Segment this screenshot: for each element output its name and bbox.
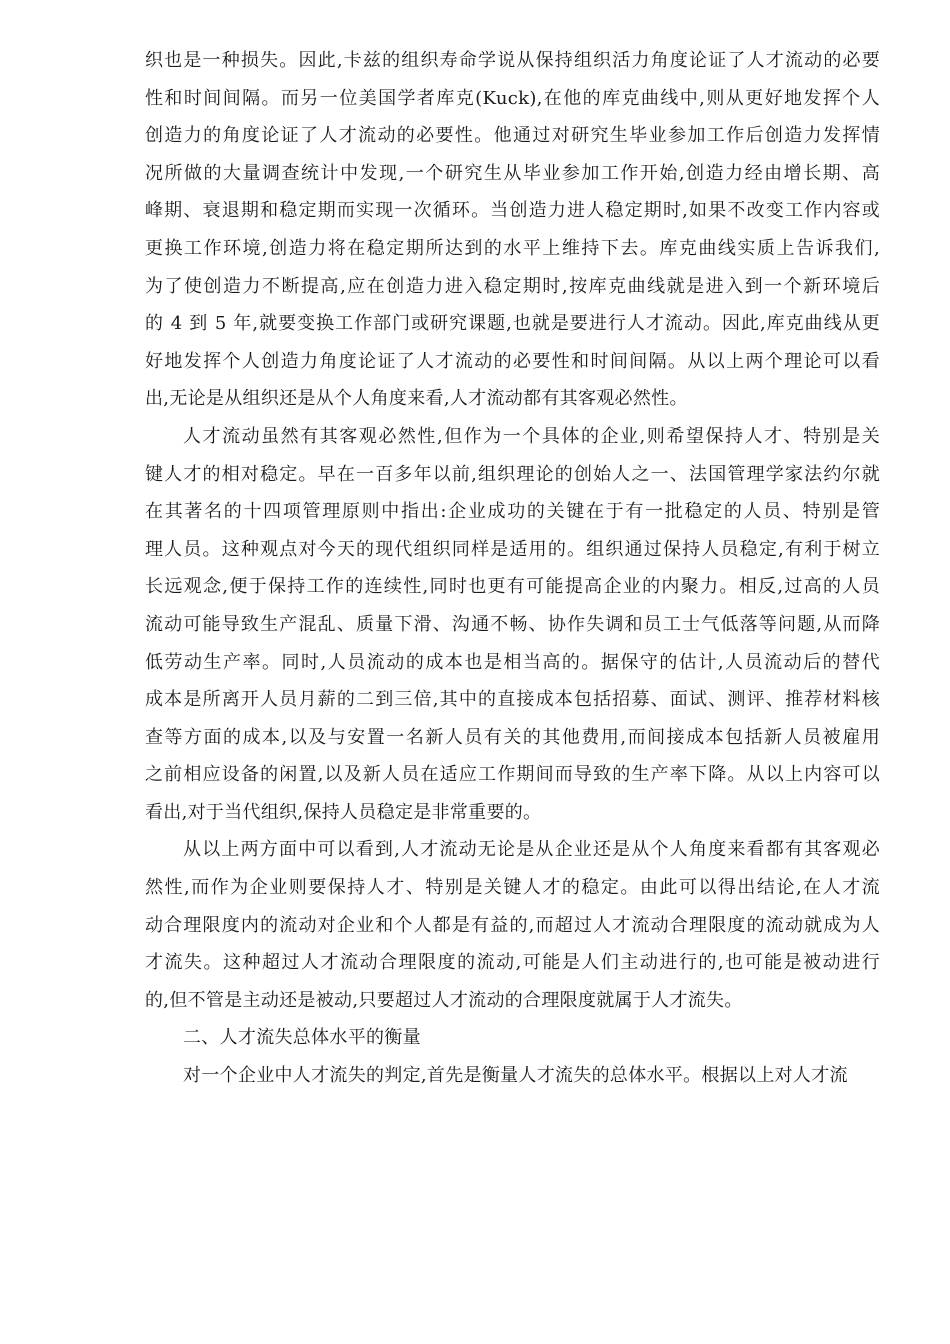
paragraph bbox=[145, 831, 880, 1019]
text-line: 为了使创造力不断提高,应在创造力进入稳定期时,按库克曲线就是进入到一个新环境后 bbox=[145, 275, 880, 297]
text-line: 查等方面的成本,以及与安置一名新人员有关的其他费用,而间接成本包括新人员被雇用 bbox=[145, 726, 880, 748]
text-line: 的,但不管是主动还是被动,只要超过人才流动的合理限度就属于人才流失。 bbox=[145, 989, 743, 1011]
text-line: 成本是所离开人员月薪的二到三倍,其中的直接成本包括招募、面试、测评、推荐材料核 bbox=[145, 689, 880, 711]
text-line: 低劳动生产率。同时,人员流动的成本也是相当高的。据保守的估计,人员流动后的替代 bbox=[145, 651, 880, 673]
text-line: 二、人才流失总体水平的衡量 bbox=[183, 1027, 421, 1049]
text-line: 织也是一种损失。因此,卡兹的组织寿命学说从保持组织活力角度论证了人才流动的必要 bbox=[145, 50, 880, 71]
text-line: 然性,而作为企业则要保持人才、特别是关键人才的稳定。由此可以得出结论,在人才流 bbox=[145, 877, 880, 899]
document-body bbox=[145, 42, 880, 1095]
text-line: 动合理限度内的流动对企业和个人都是有益的,而超过人才流动合理限度的流动就成为人 bbox=[145, 914, 880, 936]
text-line: 长远观念,便于保持工作的连续性,同时也更有可能提高企业的内聚力。相反,过高的人员 bbox=[145, 576, 880, 598]
text-line: 创造力的角度论证了人才流动的必要性。他通过对研究生毕业参加工作后创造力发挥情 bbox=[145, 125, 880, 147]
text-line: 键人才的相对稳定。早在一百多年以前,组织理论的创始人之一、法国管理学家法约尔就 bbox=[145, 463, 880, 485]
text-line: 峰期、衰退期和稳定期而实现一次循环。当创造力进人稳定期时,如果不改变工作内容或 bbox=[145, 200, 880, 222]
text-line: 对一个企业中人才流失的判定,首先是衡量人才流失的总体水平。根据以上对人才流 bbox=[183, 1065, 848, 1087]
text-line: 才流失。这种超过人才流动合理限度的流动,可能是人们主动进行的,也可能是被动进行 bbox=[145, 952, 880, 974]
paragraph bbox=[145, 1019, 880, 1057]
text-line: 况所做的大量调查统计中发现,一个研究生从毕业参加工作开始,创造力经由增长期、高 bbox=[145, 162, 880, 184]
paragraph bbox=[145, 42, 880, 418]
text-line: 在其著名的十四项管理原则中指出:企业成功的关键在于有一批稳定的人员、特别是管 bbox=[145, 501, 880, 523]
text-line: 看出,对于当代组织,保持人员稳定是非常重要的。 bbox=[145, 801, 542, 823]
text-line: 从以上两方面中可以看到,人才流动无论是从企业还是从个人角度来看都有其客观必 bbox=[183, 839, 880, 861]
text-line: 性和时间间隔。而另一位美国学者库克(Kuck),在他的库克曲线中,则从更好地发挥个人 bbox=[145, 87, 880, 109]
paragraph bbox=[145, 1057, 880, 1095]
text-line: 好地发挥个人创造力角度论证了人才流动的必要性和时间间隔。从以上两个理论可以看 bbox=[145, 350, 880, 372]
paragraph bbox=[145, 418, 880, 832]
text-line: 更换工作环境,创造力将在稳定期所达到的水平上维持下去。库克曲线实质上告诉我们, bbox=[145, 237, 880, 259]
text-line: 出,无论是从组织还是从个人角度来看,人才流动都有其客观必然性。 bbox=[145, 388, 688, 410]
text-line: 人才流动虽然有其客观必然性,但作为一个具体的企业,则希望保持人才、特别是关 bbox=[183, 425, 880, 447]
text-line: 之前相应设备的闲置,以及新人员在适应工作期间而导致的生产率下降。从以上内容可以 bbox=[145, 764, 880, 786]
text-line: 的 4 到 5 年,就要变换工作部门或研究课题,也就是要进行人才流动。因此,库克曲线从更 bbox=[145, 313, 880, 335]
text-line: 流动可能导致生产混乱、质量下滑、沟通不畅、协作失调和员工士气低落等问题,从而降 bbox=[145, 613, 880, 635]
text-line: 理人员。这种观点对今天的现代组织同样是适用的。组织通过保持人员稳定,有利于树立 bbox=[145, 538, 880, 560]
